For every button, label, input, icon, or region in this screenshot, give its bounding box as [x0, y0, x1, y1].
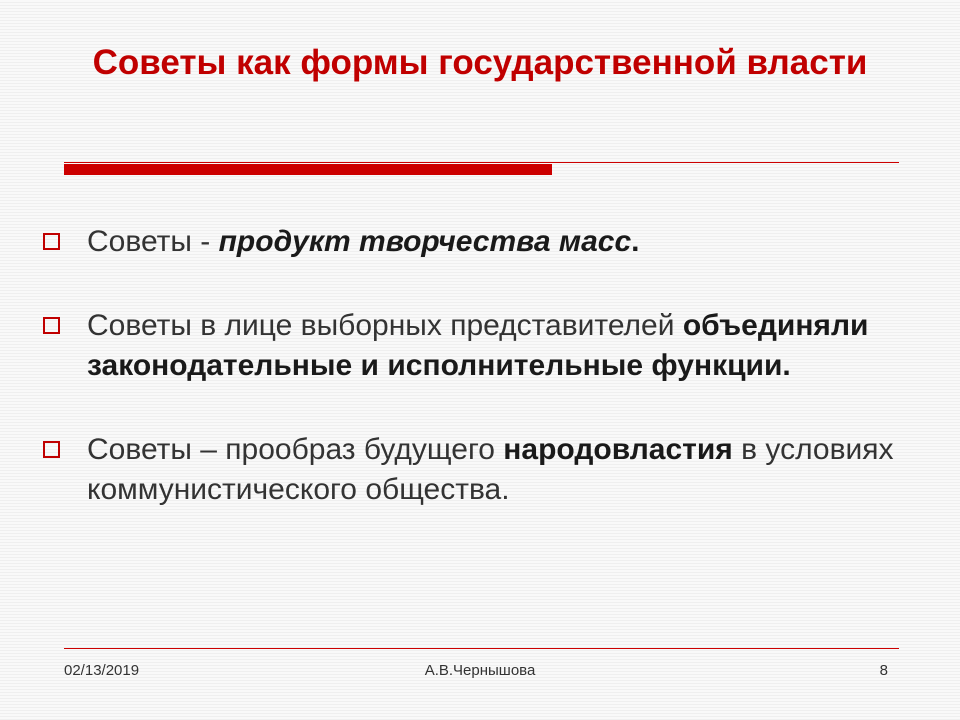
- footer-author: А.В.Чернышова: [424, 662, 536, 679]
- footer-date: 02/13/2019: [64, 662, 140, 679]
- footer-rule: [64, 648, 899, 649]
- bullet-text: Советы – прообраз будущего народовластия в условиях коммунистического общества.: [87, 433, 894, 506]
- bullet-item-3: [40, 430, 910, 510]
- slide-title: Советы как формы государственной власти: [92, 43, 868, 82]
- hollow-square-bullet-icon: [43, 441, 60, 458]
- bullet-item-1: [40, 222, 910, 262]
- title-underline-thick: [64, 164, 552, 175]
- bullet-item-2: [40, 306, 910, 386]
- hollow-square-bullet-icon: [43, 233, 60, 250]
- hollow-square-bullet-icon: [43, 317, 60, 334]
- bullet-list: [40, 222, 910, 510]
- title-underline-thin: [64, 162, 899, 163]
- bullet-text: Советы - продукт творчества масс.: [87, 225, 640, 258]
- slide-number: 8: [879, 662, 888, 679]
- bullet-text: Советы в лице выборных представителей объединяли законодательные и исполнительные функции.: [87, 309, 869, 382]
